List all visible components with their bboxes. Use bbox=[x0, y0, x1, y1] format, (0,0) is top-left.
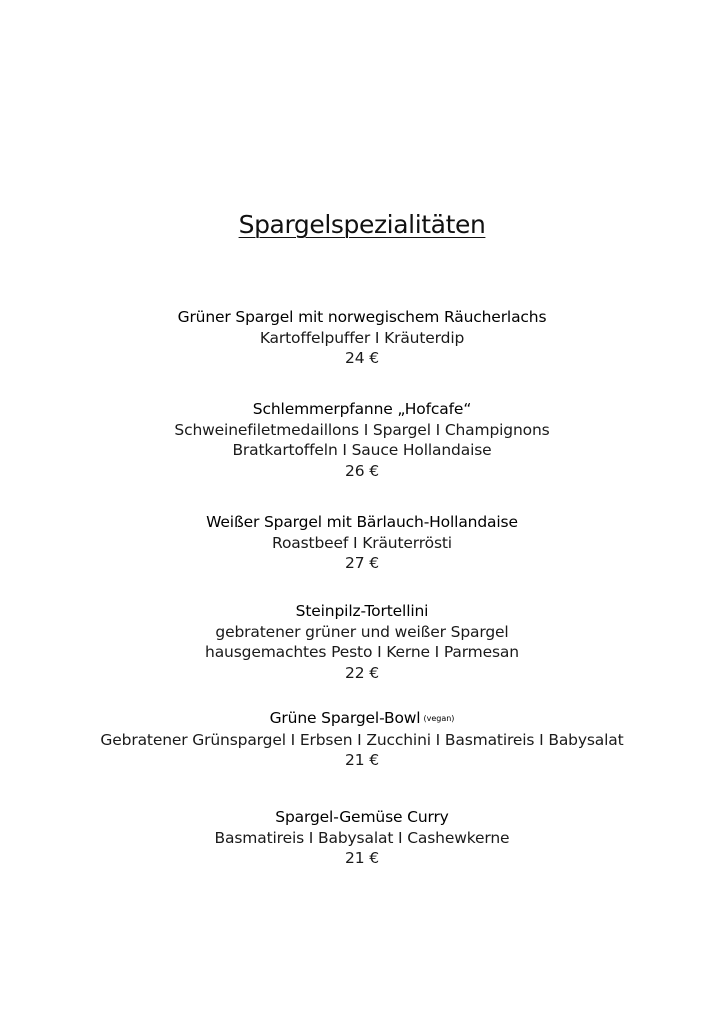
menu-item bbox=[0, 601, 724, 683]
dish-description: Roastbeef I Kräuterrösti bbox=[272, 533, 452, 552]
dish-description: Bratkartoffeln I Sauce Hollandaise bbox=[232, 441, 492, 459]
menu-item bbox=[0, 708, 724, 771]
menu-item bbox=[0, 399, 724, 481]
dish-description: hausgemachtes Pesto I Kerne I Parmesan bbox=[205, 643, 519, 661]
dish-description: Basmatireis I Babysalat I Cashewkerne bbox=[214, 828, 510, 847]
dish-price: 26 € bbox=[345, 461, 379, 480]
menu-title: Spargelspezialitäten bbox=[238, 210, 486, 239]
dish-name: Weißer Spargel mit Bärlauch-Hollandaise bbox=[206, 513, 518, 531]
dish-price: 21 € bbox=[345, 751, 379, 769]
vegan-note: (vegan) bbox=[423, 714, 455, 723]
dish-price: 24 € bbox=[345, 349, 379, 367]
dish-name-line bbox=[0, 708, 724, 730]
dish-name: Grüne Spargel-Bowl bbox=[269, 709, 421, 727]
dish-price: 27 € bbox=[345, 554, 379, 572]
dish-description: gebratener grüner und weißer Spargel bbox=[215, 622, 509, 641]
dish-price: 22 € bbox=[345, 663, 379, 682]
menu-item bbox=[0, 307, 724, 369]
dish-name: Spargel-Gemüse Curry bbox=[275, 808, 449, 826]
dish-name: Steinpilz-Tortellini bbox=[295, 602, 429, 620]
dish-name: Grüner Spargel mit norwegischem Räucherlachs bbox=[177, 308, 547, 326]
dish-description: Gebratener Grünspargel I Erbsen I Zucchini I Basmatireis I Babysalat bbox=[100, 730, 624, 749]
dish-description: Schweinefiletmedaillons I Spargel I Champignons bbox=[174, 420, 550, 439]
menu-item bbox=[0, 512, 724, 574]
menu-item bbox=[0, 807, 724, 869]
dish-name: Schlemmerpfanne „Hofcafe“ bbox=[252, 400, 472, 418]
dish-description: Kartoffelpuffer I Kräuterdip bbox=[259, 328, 465, 347]
dish-price: 21 € bbox=[345, 849, 379, 867]
